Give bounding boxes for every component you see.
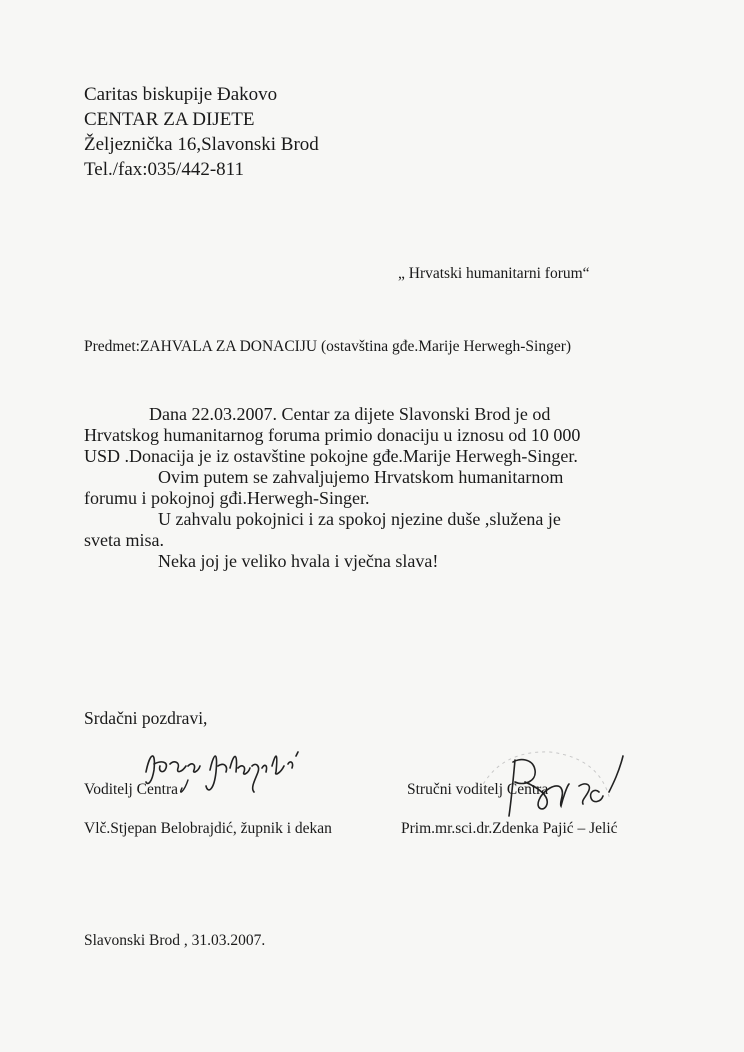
body-line: Dana 22.03.2007. Centar za dijete Slavonski Brod je od: [149, 404, 551, 424]
sender-address: Željeznička 16,Slavonski Brod: [84, 134, 319, 155]
sender-block: [84, 82, 319, 182]
left-signatory-name: Vlč.Stjepan Belobrajdić, župnik i dekan: [84, 820, 332, 837]
body-line: sveta misa.: [84, 530, 164, 550]
body-line: U zahvalu pokojnici i za spokoj njezine duše ,služena je: [158, 509, 561, 529]
subject-line: Predmet:ZAHVALA ZA DONACIJU (ostavština gđe.Marije Herwegh-Singer): [84, 338, 572, 355]
body-line: Hrvatskog humanitarnog foruma primio donaciju u iznosu od 10 000: [84, 425, 581, 445]
sender-unit: CENTAR ZA DIJETE: [84, 109, 255, 130]
greeting: Srdačni pozdravi,: [84, 708, 208, 728]
sender-organization: Caritas biskupije Đakovo: [84, 84, 278, 105]
letter-body: [84, 404, 644, 572]
body-line: USD .Donacija je iz ostavštine pokojne gđe.Marije Herwegh-Singer.: [84, 446, 578, 466]
sender-phone: Tel./fax:035/442-811: [84, 159, 244, 180]
right-role: Stručni voditelj Centra: [407, 781, 549, 798]
body-line: forumu i pokojnoj gđi.Herwegh-Singer.: [84, 488, 370, 508]
body-line: Ovim putem se zahvaljujemo Hrvatskom humanitarnom: [158, 467, 564, 487]
right-signatory-name: Prim.mr.sci.dr.Zdenka Pajić – Jelić: [401, 820, 618, 837]
recipient: „ Hrvatski humanitarni forum“: [398, 265, 590, 282]
body-line: Neka joj je veliko hvala i vječna slava!: [158, 551, 439, 571]
left-role: Voditelj Centra: [84, 781, 178, 798]
place-and-date: Slavonski Brod , 31.03.2007.: [84, 932, 266, 949]
